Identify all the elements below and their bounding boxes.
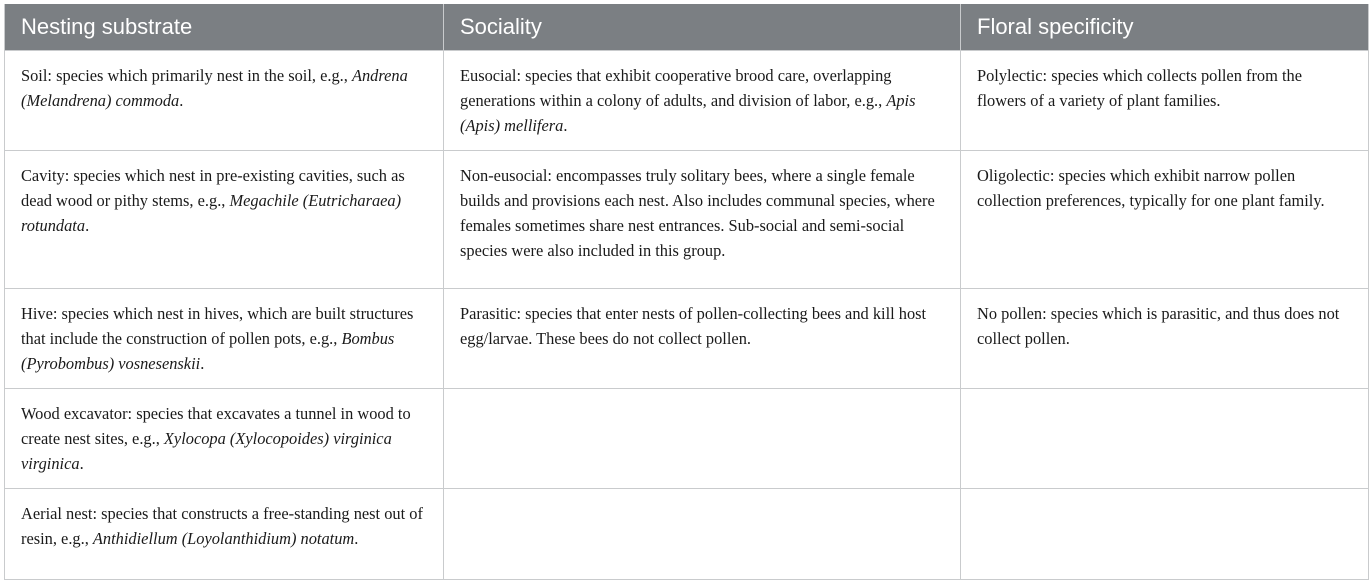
- cell-text: Oligolectic: species which exhibit narrow pollen collection preferences, typically for one plant family.: [977, 166, 1325, 210]
- cell-end: .: [354, 529, 359, 548]
- cell-sociality: [444, 489, 961, 580]
- cell-text: Wood excavator: species that excavates a tunnel in wood to create nest sites, e.g.,: [21, 404, 411, 448]
- cell-sociality: [444, 51, 961, 151]
- cell-text: Hive: species which nest in hives, which are built structures that include the construction of pollen pots, e.g.,: [21, 304, 414, 348]
- cell-species: Xylocopa (Xylocopoides) virginica virginica: [21, 429, 392, 473]
- cell-species: Andrena (Melandrena) commoda: [21, 66, 408, 110]
- cell-floral-specificity: [961, 51, 1369, 151]
- header-floral-specificity: Floral specificity: [961, 4, 1369, 51]
- header-sociality: Sociality: [444, 4, 961, 51]
- cell-text: No pollen: species which is parasitic, and thus does not collect pollen.: [977, 304, 1340, 348]
- cell-floral-specificity: [961, 151, 1369, 289]
- header-nesting-substrate: Nesting substrate: [5, 4, 444, 51]
- header-row: [5, 4, 1369, 51]
- cell-sociality: [444, 289, 961, 389]
- cell-floral-specificity: [961, 489, 1369, 580]
- cell-end: .: [563, 116, 568, 135]
- cell-sociality: [444, 151, 961, 289]
- table-row: [5, 389, 1369, 489]
- cell-end: .: [79, 454, 84, 473]
- cell-text: Aerial nest: species that constructs a free-standing nest out of resin, e.g.,: [21, 504, 423, 548]
- trait-table: [4, 4, 1369, 580]
- cell-end: .: [85, 216, 90, 235]
- trait-table-container: [4, 4, 1368, 580]
- cell-nesting-substrate: [5, 51, 444, 151]
- table-row: [5, 489, 1369, 580]
- cell-species: Bombus (Pyrobombus) vosnesenskii: [21, 329, 395, 373]
- cell-species: Anthidiellum (Loyolanthidium) notatum: [92, 529, 355, 548]
- cell-nesting-substrate: [5, 151, 444, 289]
- cell-nesting-substrate: [5, 289, 444, 389]
- cell-floral-specificity: [961, 289, 1369, 389]
- cell-text: Non-eusocial: encompasses truly solitary bees, where a single female builds and provisions each nest. Also includes communal species, where females sometimes share nest entrances. Sub-social and semi-social species were also included in this group.: [460, 166, 935, 260]
- cell-end: .: [200, 354, 205, 373]
- table-row: [5, 51, 1369, 151]
- cell-text: Polylectic: species which collects pollen from the flowers of a variety of plant families.: [977, 66, 1302, 110]
- table-row: [5, 151, 1369, 289]
- cell-text: Parasitic: species that enter nests of pollen-collecting bees and kill host egg/larvae. These bees do not collect pollen.: [460, 304, 927, 348]
- cell-text: Eusocial: species that exhibit cooperative brood care, overlapping generations within a colony of adults, and division of labor, e.g.,: [460, 66, 892, 110]
- cell-species: Apis (Apis) mellifera: [460, 91, 916, 135]
- cell-nesting-substrate: [5, 389, 444, 489]
- cell-text: Cavity: species which nest in pre-existing cavities, such as dead wood or pithy stems, e.g.,: [21, 166, 405, 210]
- cell-end: .: [179, 91, 184, 110]
- table-row: [5, 289, 1369, 389]
- cell-species: Megachile (Eutricharaea) rotundata: [21, 191, 402, 235]
- cell-text: Soil: species which primarily nest in the soil, e.g.,: [21, 66, 352, 85]
- cell-sociality: [444, 389, 961, 489]
- cell-nesting-substrate: [5, 489, 444, 580]
- cell-floral-specificity: [961, 389, 1369, 489]
